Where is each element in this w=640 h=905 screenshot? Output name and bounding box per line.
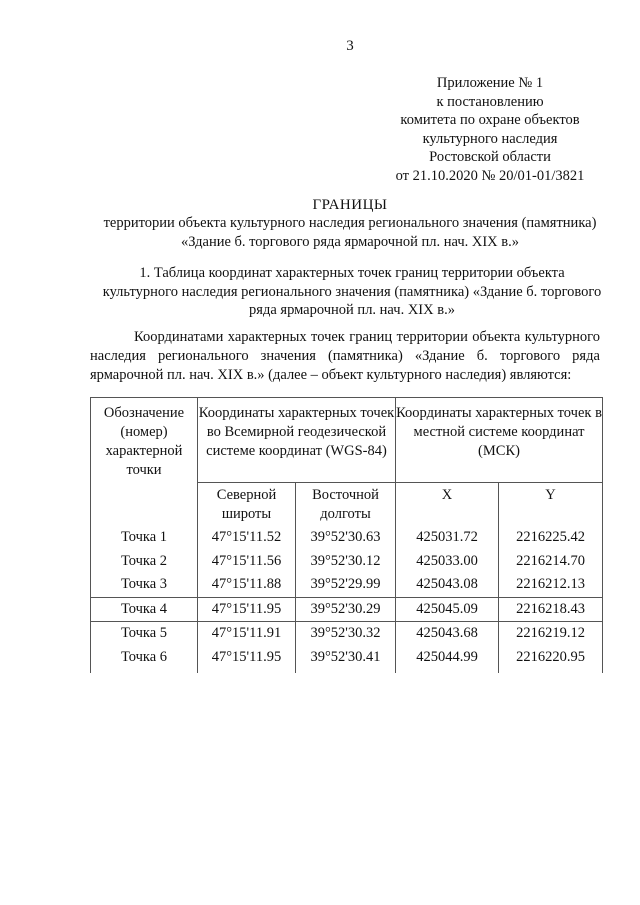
section-heading-line: 1. Таблица координат характерных точек границ территории объекта (139, 265, 565, 281)
wgs-column-group-header: Координаты характерных точек во Всемирной геодезической системе координат (WGS-84) (198, 398, 396, 483)
section-heading-line: культурного наследия регионального значения (памятника) «Здание б. торгового (102, 283, 602, 300)
subtitle-line: «Здание б. торгового ряда ярмарочной пл. нач. XIX в.» (180, 234, 520, 250)
document-subtitle (80, 214, 620, 252)
intro-line (90, 347, 600, 366)
document-title: ГРАНИЦЫ (312, 197, 388, 213)
x-cell: 425043.68 (396, 622, 499, 646)
intro-line (90, 366, 600, 385)
table-row (91, 526, 603, 550)
msk-column-group-header: Координаты характерных точек в местной системе координат (МСК) (396, 398, 603, 483)
table-row (91, 550, 603, 574)
y-header: Y (499, 483, 603, 527)
intro-word: территории (396, 329, 468, 345)
intro-word: значения (260, 348, 316, 364)
table-row (91, 597, 603, 622)
table-row (91, 573, 603, 597)
point-column-header: Обозначение (номер) характерной точки (91, 398, 198, 527)
y-cell: 2216219.12 (499, 622, 603, 646)
intro-word: ряда (572, 348, 600, 364)
longitude-cell: 39°52'30.12 (296, 550, 396, 574)
longitude-cell: 39°52'30.29 (296, 597, 396, 622)
latitude-cell: 47°15'11.91 (198, 622, 296, 646)
x-cell: 425043.08 (396, 573, 499, 597)
intro-word: (памятника) (327, 348, 403, 364)
x-cell: 425045.09 (396, 597, 499, 622)
latitude-cell: 47°15'11.56 (198, 550, 296, 574)
x-header: X (396, 483, 499, 527)
intro-word: б. (476, 348, 488, 364)
table-row (91, 646, 603, 674)
latitude-cell: 47°15'11.95 (198, 646, 296, 674)
y-cell: 2216218.43 (499, 597, 603, 622)
intro-word: границ (349, 329, 393, 345)
y-cell: 2216214.70 (499, 550, 603, 574)
annex-line: к постановлению (436, 93, 544, 110)
longitude-cell: 39°52'30.63 (296, 526, 396, 550)
longitude-cell: 39°52'30.32 (296, 622, 396, 646)
annex-header (380, 74, 600, 185)
longitude-cell: 39°52'30.41 (296, 646, 396, 674)
intro-line (90, 328, 600, 347)
intro-word: точек (311, 329, 345, 345)
annex-line: от 21.10.2020 № 20/01-01/3821 (395, 167, 585, 184)
table-row (91, 622, 603, 646)
x-cell: 425044.99 (396, 646, 499, 674)
y-cell: 2216225.42 (499, 526, 603, 550)
intro-line-text: ярмарочной пл. нач. XIX в.» (далее – объект культурного наследия) являются: (90, 367, 572, 383)
subtitle-line: территории объекта культурного наследия регионального значения (памятника) (103, 215, 597, 231)
coordinates-table (90, 397, 603, 673)
intro-word: «Здание (414, 348, 465, 364)
page-number: 3 (346, 38, 354, 54)
intro-word: культурного (524, 329, 600, 345)
intro-word: объекта (472, 329, 521, 345)
y-cell: 2216220.95 (499, 646, 603, 674)
point-cell: Точка 3 (91, 573, 198, 597)
intro-paragraph (90, 328, 600, 385)
x-cell: 425031.72 (396, 526, 499, 550)
intro-word: Координатами (134, 329, 224, 345)
annex-line: Ростовской области (429, 149, 551, 165)
point-cell: Точка 4 (91, 597, 198, 622)
section-heading (84, 264, 620, 320)
latitude-cell: 47°15'11.88 (198, 573, 296, 597)
annex-line: культурного наследия (422, 130, 558, 147)
intro-word: наследия (90, 348, 146, 364)
point-cell: Точка 6 (91, 646, 198, 674)
point-cell: Точка 5 (91, 622, 198, 646)
intro-word: регионального (157, 348, 249, 364)
point-cell: Точка 2 (91, 550, 198, 574)
longitude-cell: 39°52'29.99 (296, 573, 396, 597)
east-longitude-header: Восточной долготы (296, 483, 396, 527)
north-latitude-header: Северной широты (198, 483, 296, 527)
annex-line: Приложение № 1 (436, 75, 544, 91)
point-cell: Точка 1 (91, 526, 198, 550)
intro-word: характерных (227, 329, 307, 345)
x-cell: 425033.00 (396, 550, 499, 574)
intro-word: торгового (499, 348, 561, 364)
latitude-cell: 47°15'11.95 (198, 597, 296, 622)
section-heading-line: ряда ярмарочной пл. нач. XIX в.» (249, 302, 455, 318)
annex-line: комитета по охране объектов (400, 112, 580, 128)
y-cell: 2216212.13 (499, 573, 603, 597)
latitude-cell: 47°15'11.52 (198, 526, 296, 550)
